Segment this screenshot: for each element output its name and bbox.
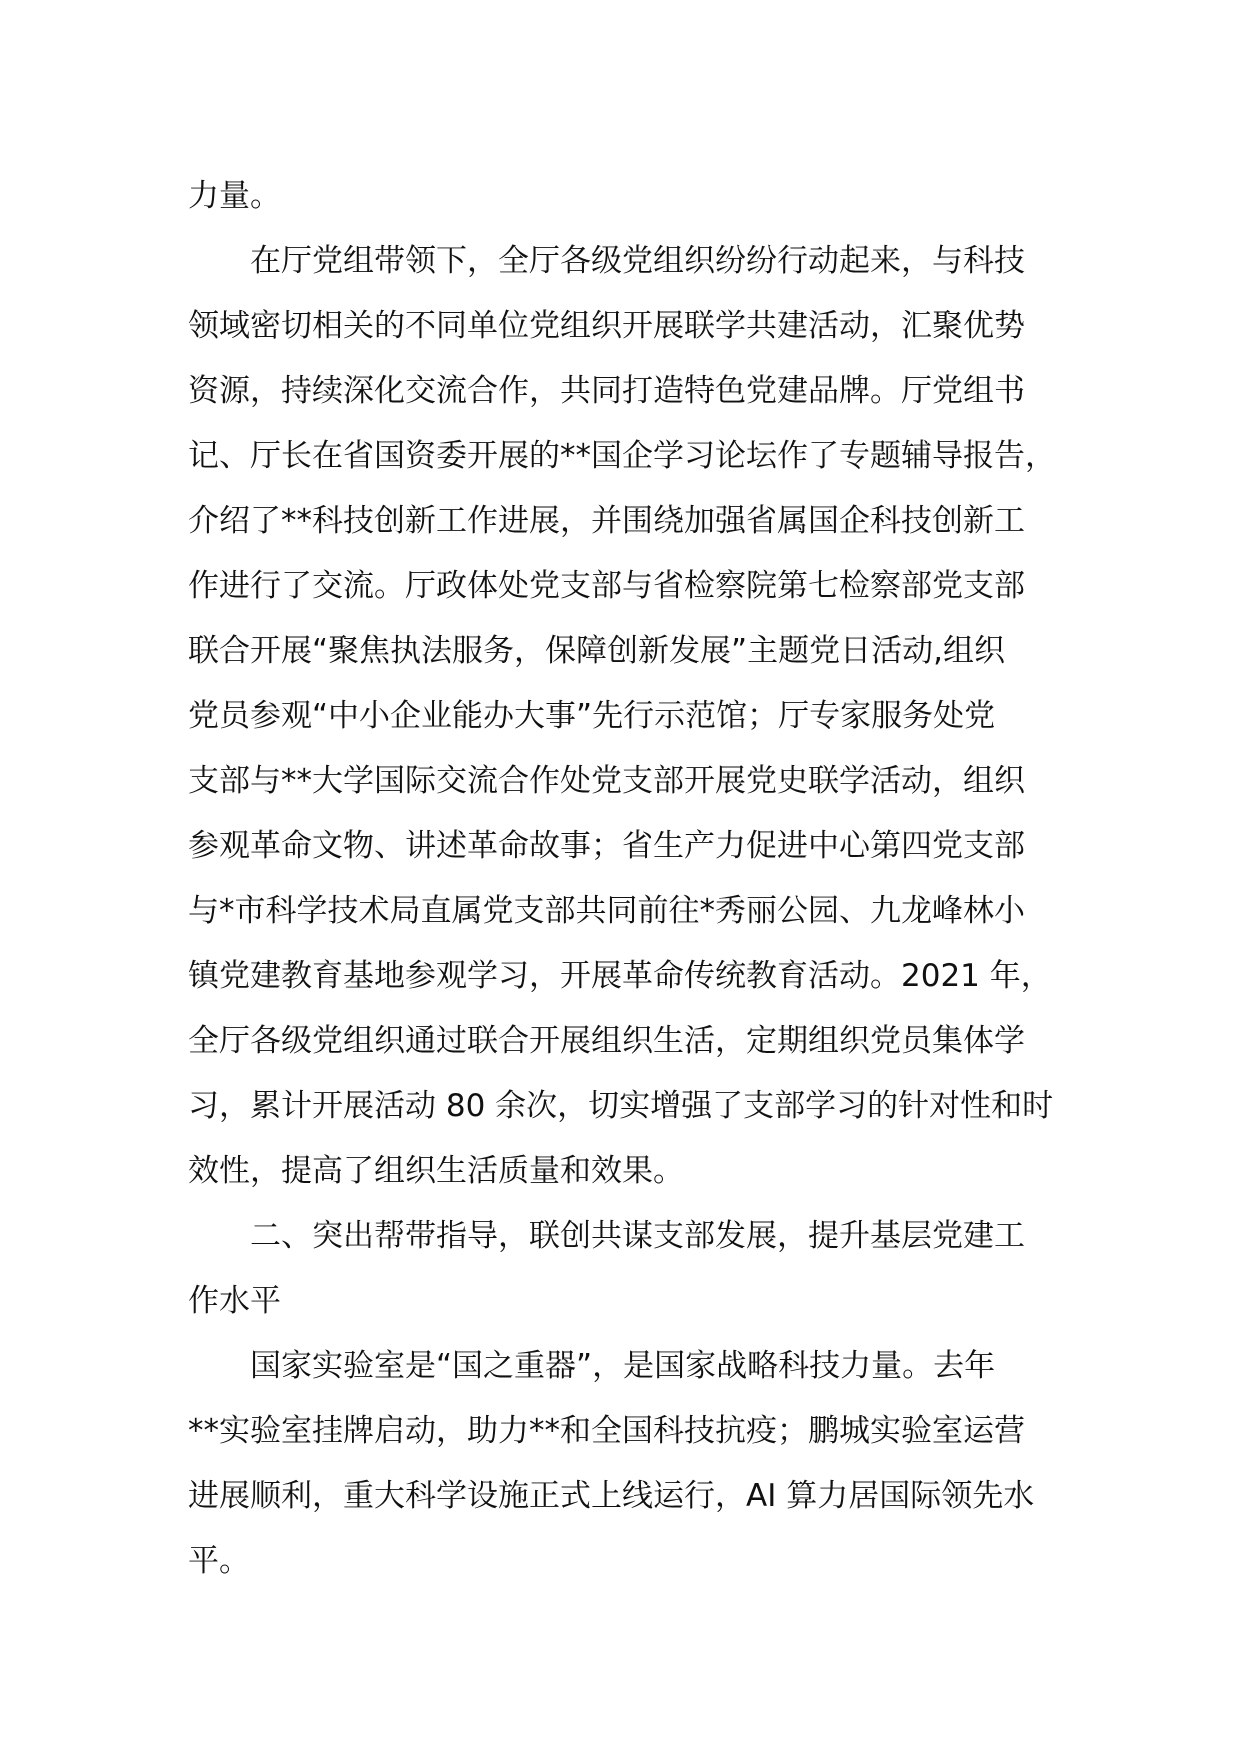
text-line: 在厅党组带领下，全厅各级党组织纷纷行动起来，与科技	[188, 243, 1025, 279]
text-line: 支部与**大学国际交流合作处党支部开展党史联学活动，组织	[188, 763, 1025, 799]
text-line: 联合开展“聚焦执法服务，保障创新发展”主题党日活动,组织	[188, 633, 1005, 669]
text-line: 镇党建教育基地参观学习，开展革命传统教育活动。2021 年，	[188, 958, 1052, 994]
text-line: 介绍了**科技创新工作进展，并围绕加强省属国企科技创新工	[188, 503, 1025, 539]
text-line: 作水平	[188, 1283, 281, 1319]
text-line: 参观革命文物、讲述革命故事；省生产力促进中心第四党支部	[188, 828, 1025, 864]
text-line: **实验室挂牌启动，助力**和全国科技抗疫；鹏城实验室运营	[188, 1413, 1025, 1449]
text-line: 资源，持续深化交流合作，共同打造特色党建品牌。厅党组书	[188, 373, 1025, 409]
paragraph	[188, 164, 1088, 229]
paragraph	[188, 1334, 1088, 1594]
text-line: 进展顺利，重大科学设施正式上线运行，AI 算力居国际领先水	[188, 1478, 1035, 1514]
text-line: 力量。	[188, 178, 281, 214]
text-line: 领域密切相关的不同单位党组织开展联学共建活动，汇聚优势	[188, 308, 1025, 344]
text-line: 国家实验室是“国之重器”，是国家战略科技力量。去年	[188, 1348, 996, 1384]
section-heading	[188, 1204, 1088, 1334]
text-line: 全厅各级党组织通过联合开展组织生活，定期组织党员集体学	[188, 1023, 1025, 1059]
text-line: 二、突出帮带指导，联创共谋支部发展，提升基层党建工	[188, 1218, 1025, 1254]
body-text	[188, 164, 1088, 1594]
text-line: 习，累计开展活动 80 余次，切实增强了支部学习的针对性和时	[188, 1088, 1054, 1124]
text-line: 效性，提高了组织生活质量和效果。	[188, 1153, 684, 1189]
text-line: 平。	[188, 1543, 250, 1579]
text-line: 作进行了交流。厅政体处党支部与省检察院第七检察部党支部	[188, 568, 1025, 604]
text-line: 党员参观“中小企业能办大事”先行示范馆；厅专家服务处党	[188, 698, 996, 734]
text-line: 与*市科学技术局直属党支部共同前往*秀丽公园、九龙峰林小	[188, 893, 1025, 929]
text-line: 记、厅长在省国资委开展的**国企学习论坛作了专题辅导报告，	[188, 438, 1056, 474]
paragraph	[188, 229, 1088, 1204]
